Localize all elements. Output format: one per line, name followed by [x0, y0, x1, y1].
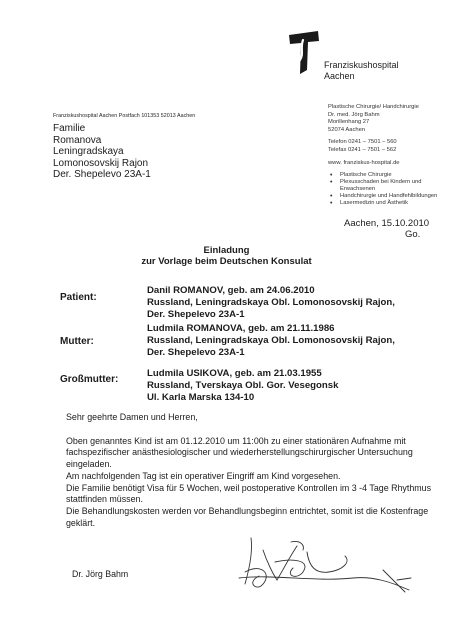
letter-subtitle: zur Vorlage beim Deutschen Konsulat	[141, 256, 312, 267]
patient-label: Patient:	[60, 292, 97, 303]
hospital-name	[324, 60, 399, 82]
contact-info	[328, 139, 397, 154]
service-item: • Plexusschaden bei Kindern und Erwachsenen	[330, 179, 440, 193]
body-paragraph: Am nachfolgenden Tag ist ein operativer Eingriff am Kind vorgesehen.	[66, 470, 341, 481]
recipient-line: Der. Shepelevo 23A-1	[53, 169, 151, 181]
body-paragraph: Die Familie benötigt Visa für 5 Wochen, weil postoperative Kontrollen im 3 -4 Tage Rhythmus stattfinden müssen.	[66, 482, 432, 505]
service-item: • Plastische Chirurgie	[330, 172, 440, 179]
reference-initials: Go.	[405, 229, 421, 240]
hospital-name-line2: Aachen	[324, 71, 355, 81]
department-line: Plastische Chirurgie/ Handchirurgie	[328, 104, 419, 110]
handwritten-signature	[233, 532, 423, 594]
mother-details	[147, 323, 395, 359]
recipient-line: Familie	[53, 123, 86, 134]
fax-number: Telefax 0241 – 7501 – 562	[328, 146, 397, 153]
service-item: • Lasermedizin und Ästhetik	[330, 200, 440, 207]
salutation: Sehr geehrte Damen und Herren,	[66, 412, 198, 422]
hospital-name-line1: Franziskushospital	[324, 60, 399, 70]
mother-name: Ludmila ROMANOVA, geb. am 21.11.1986	[147, 323, 335, 334]
grandmother-name: Ludmila USIKOVA, geb. am 21.03.1955	[147, 368, 322, 379]
recipient-line: Lomonosovskij Rajon	[53, 157, 149, 169]
patient-name: Danil ROMANOV, geb. am 24.06.2010	[147, 285, 315, 296]
department-address	[328, 104, 419, 134]
recipient-address	[53, 123, 151, 181]
department-line: 52074 Aachen	[328, 126, 366, 133]
grandmother-address-line: Ul. Karla Marska 134-10	[147, 392, 255, 403]
department-line: Morillenhang 27	[328, 119, 370, 125]
services-list	[330, 172, 440, 207]
recipient-line: Leningradskaya	[53, 146, 124, 158]
grandmother-label: Großmutter:	[60, 374, 119, 385]
body-paragraph: Die Behandlungskosten werden vor Behandlungsbeginn entrichtet, somit ist die Kostenfrage geklärt.	[66, 505, 429, 528]
signer-name: Dr. Jörg Bahm	[72, 569, 129, 579]
body-paragraph: Oben genanntes Kind ist am 01.12.2010 um 11:00h zu einer stationären Aufnahme mit fachspezifischer anästhesiologischer und wiederherstellungschirurgischer Untersuchung eingeladen.	[66, 435, 413, 470]
patient-address-line: Der. Shepelevo 23A-1	[147, 309, 245, 320]
department-line: Dr. med. Jörg Bahm	[328, 111, 380, 118]
letter-date: Aachen, 15.10.2010	[344, 218, 430, 229]
patient-details	[147, 285, 395, 321]
grandmother-details	[147, 368, 338, 404]
sender-address-line: Franziskushospital Aachen Postfach 101353 52013 Aachen	[53, 113, 196, 119]
website-url: www. franziskus-hospital.de	[328, 160, 400, 166]
phone-number: Telefon 0241 – 7501 – 560	[328, 139, 397, 145]
mother-label: Mutter:	[60, 336, 94, 347]
hospital-logo-icon	[287, 28, 321, 76]
patient-address-line: Russland, Leningradskaya Obl. Lomonosovskij Rajon,	[147, 297, 395, 308]
mother-address-line: Russland, Leningradskaya Obl. Lomonosovskij Rajon,	[147, 335, 395, 346]
letter-title: Einladung	[203, 245, 250, 256]
letter-body	[66, 412, 451, 529]
grandmother-address-line: Russland, Tverskaya Obl. Gor. Vesegonsk	[147, 380, 339, 391]
recipient-line: Romanova	[53, 134, 102, 146]
mother-address-line: Der. Shepelevo 23A-1	[147, 347, 245, 358]
service-item: • Handchirurgie und Handfehlbildungen	[330, 193, 440, 200]
